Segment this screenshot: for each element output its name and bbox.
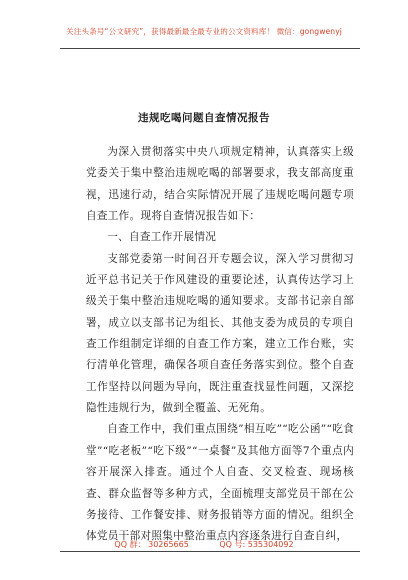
- page-footer: [0, 539, 408, 550]
- paragraph-meeting: 支部党委第一时间召开专题会议，深入学习贯彻习近平总书记关于作风建设的重要论述，认真传达学习上级关于集中整治违规吃喝的通知要求。支部书记亲自部署，成立以支部书记为组长、其他支委为成员的专项自查工作组制定详细的自查工作方案，建立工作台账，实行清单化管理，确保各项自查任务落实到位。整个自查工作坚持以问题为导向，既注重查找显性问题，又深挖隐性违规行为，做到全覆盖、无死角。: [86, 252, 354, 415]
- page-header-notice: 关注头条号“公文研究”，获得最新最全最专业的公文资料库！ 微信：gongwenyj: [66, 27, 342, 36]
- header-divider: [60, 48, 360, 49]
- footer-divider: [60, 551, 360, 552]
- section-heading: 一、自查工作开展情况: [107, 231, 217, 244]
- footer-qq-group: QQ 群： 30265665: [114, 540, 189, 549]
- paragraph-intro: 为深入贯彻落实中央八项规定精神，认真落实上级党委关于集中整治违规吃喝的部署要求，我支部高度重视，迅速行动，结合实际情况开展了违规吃喝问题专项自查工作。现将自查情况报告如下：: [86, 146, 354, 223]
- document-title: 违规吃喝问题自查情况报告: [138, 112, 270, 124]
- footer-qq-number: QQ 号: 535304092: [219, 540, 294, 549]
- document-body: [86, 142, 354, 548]
- paragraph-inspection: 自查工作中，我们重点围绕”相互吃”“吃公函”“吃食堂”“吃老板”“吃下级”“一桌餐”及其他方面等7个重点内容开展深入排查。通过个人自查、交叉检查、现场核查、群众监督等多种方式，全面梳理支部党员干部在公务接待、工作餐安排、财务报销等方面的情况。组织全体党员干部对照集中整治重点内容逐条进行自查自纠，: [86, 423, 354, 543]
